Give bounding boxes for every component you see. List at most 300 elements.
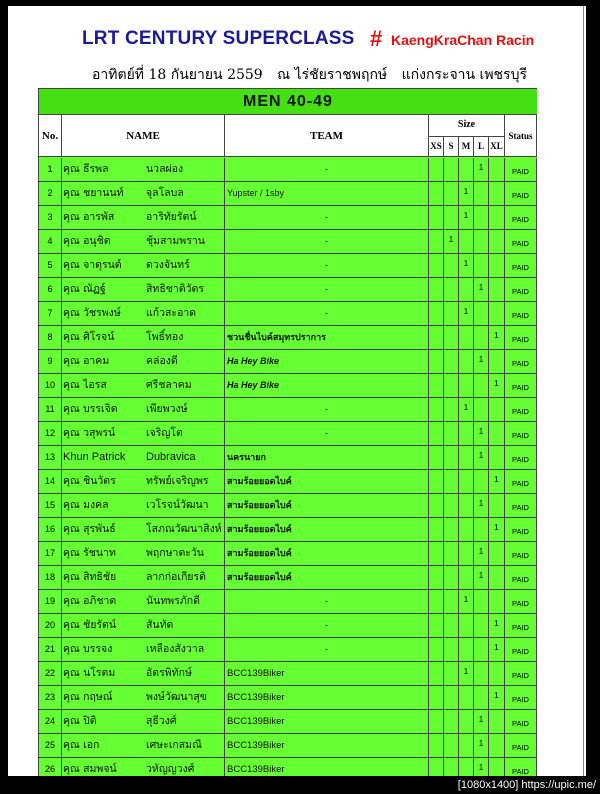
payment-status: PAID	[505, 374, 537, 397]
first-name: คุณ บรรเจิด	[63, 403, 118, 415]
size-cell-xs	[429, 590, 444, 613]
payment-status: PAID	[505, 158, 537, 181]
row-number: 22	[39, 662, 62, 685]
size-cell-s	[444, 542, 459, 565]
last-name: อัตรพิทักษ์	[146, 667, 192, 679]
size-cell-xl	[489, 494, 505, 517]
first-name: คุณ ศิโรจน์	[63, 331, 115, 343]
table-row	[39, 254, 537, 278]
event-venue: ณ ไร่ชัยราชพฤกษ์	[277, 67, 388, 83]
row-number: 20	[39, 614, 62, 637]
size-cell-xl: 1	[489, 374, 505, 397]
size-cell-xl	[489, 734, 505, 757]
payment-status: PAID	[505, 254, 537, 277]
participant-name	[62, 614, 225, 637]
size-cell-s	[444, 614, 459, 637]
payment-status: PAID	[505, 758, 537, 776]
participant-name	[62, 566, 225, 589]
last-name: ลากก่อเกียรติ	[146, 571, 206, 583]
team-name: สามร้อยยอดไบค์	[225, 518, 429, 541]
size-cell-l: 1	[474, 350, 489, 373]
row-number: 19	[39, 590, 62, 613]
payment-status: PAID	[505, 302, 537, 325]
table-row	[39, 470, 537, 494]
size-cell-l	[474, 302, 489, 325]
event-location: แก่งกระจาน เพชรบุรี	[401, 67, 527, 83]
team-name: -	[225, 638, 429, 661]
team-name: -	[225, 302, 429, 325]
size-cell-l	[474, 614, 489, 637]
size-cell-xs	[429, 662, 444, 685]
payment-status: PAID	[505, 446, 537, 469]
last-name: สันทัด	[146, 619, 174, 631]
size-cell-xs	[429, 230, 444, 253]
size-cell-m	[459, 686, 474, 709]
first-name: คุณ กฤษณ์	[63, 691, 113, 703]
participant-name	[62, 542, 225, 565]
team-name: -	[225, 158, 429, 181]
page-border	[583, 6, 584, 776]
table-row	[39, 662, 537, 686]
table-row	[39, 638, 537, 662]
size-cell-l	[474, 518, 489, 541]
payment-status: PAID	[505, 614, 537, 637]
image-watermark: [1080x1400] https://upic.me/	[457, 779, 596, 791]
size-cell-xl	[489, 158, 505, 181]
row-number: 8	[39, 326, 62, 349]
size-cell-l	[474, 398, 489, 421]
participant-name	[62, 662, 225, 685]
size-cell-m	[459, 374, 474, 397]
size-cell-s	[444, 446, 459, 469]
last-name: เพียพวงษ์	[146, 403, 188, 415]
size-cell-xs	[429, 494, 444, 517]
size-cell-l: 1	[474, 278, 489, 301]
last-name: ชุ้มสามพราน	[146, 235, 205, 247]
col-header-name: NAME	[62, 115, 225, 157]
table-row	[39, 542, 537, 566]
size-cell-xl: 1	[489, 686, 505, 709]
size-cell-m	[459, 278, 474, 301]
participant-name	[62, 638, 225, 661]
size-cell-m	[459, 518, 474, 541]
size-cell-xl	[489, 302, 505, 325]
row-number: 17	[39, 542, 62, 565]
size-cell-xl: 1	[489, 470, 505, 493]
participant-name	[62, 758, 225, 776]
size-cell-l	[474, 230, 489, 253]
size-cell-m	[459, 758, 474, 776]
first-name: คุณ ไอรส	[63, 379, 107, 391]
table-row	[39, 182, 537, 206]
size-cell-m	[459, 638, 474, 661]
participant-name	[62, 254, 225, 277]
last-name: อาริทัยรัตน์	[146, 211, 197, 223]
participant-name	[62, 734, 225, 757]
size-cell-xs	[429, 446, 444, 469]
size-cell-l: 1	[474, 542, 489, 565]
size-cell-xl	[489, 446, 505, 469]
last-name: โสภณวัฒนาสิงห์	[146, 523, 222, 535]
last-name: คล่องดี	[146, 355, 178, 367]
size-cell-l	[474, 638, 489, 661]
team-name: สามร้อยยอดไบค์	[225, 542, 429, 565]
participant-name	[62, 326, 225, 349]
size-cell-s	[444, 158, 459, 181]
row-number: 4	[39, 230, 62, 253]
table-row	[39, 446, 537, 470]
team-name: BCC139Biker	[225, 662, 429, 685]
size-cell-l: 1	[474, 158, 489, 181]
size-cell-l	[474, 470, 489, 493]
table-row	[39, 518, 537, 542]
size-cell-m	[459, 494, 474, 517]
table-row	[39, 686, 537, 710]
table-row	[39, 278, 537, 302]
size-cell-m	[459, 614, 474, 637]
size-cell-xl	[489, 422, 505, 445]
payment-status: PAID	[505, 734, 537, 757]
team-name: Ha Hey Bike	[225, 350, 429, 373]
size-cell-m: 1	[459, 302, 474, 325]
payment-status: PAID	[505, 398, 537, 421]
col-header-size-xl: XL	[489, 137, 505, 157]
first-name: คุณ สิทธิชัย	[63, 571, 117, 583]
size-cell-m: 1	[459, 182, 474, 205]
header	[8, 28, 586, 58]
first-name: คุณ ชินวัตร	[63, 475, 116, 487]
hashtag-text: KaengKraChan Racin	[391, 32, 535, 48]
team-name: สามร้อยยอดไบค์	[225, 566, 429, 589]
first-name: คุณ ชัยรัตน์	[63, 619, 117, 631]
size-cell-m	[459, 446, 474, 469]
size-cell-s	[444, 326, 459, 349]
size-cell-l: 1	[474, 734, 489, 757]
size-cell-l	[474, 374, 489, 397]
table-row	[39, 590, 537, 614]
size-cell-s	[444, 662, 459, 685]
size-cell-s	[444, 182, 459, 205]
last-name: นันทพรภักดี	[146, 595, 200, 607]
first-name: คุณ อารพัส	[63, 211, 115, 223]
table-row	[39, 566, 537, 590]
size-cell-xl	[489, 398, 505, 421]
size-cell-xl	[489, 710, 505, 733]
participant-name	[62, 374, 225, 397]
size-cell-m	[459, 158, 474, 181]
size-cell-xs	[429, 566, 444, 589]
payment-status: PAID	[505, 422, 537, 445]
size-cell-xl: 1	[489, 614, 505, 637]
payment-status: PAID	[505, 590, 537, 613]
row-number: 1	[39, 158, 62, 181]
size-cell-s	[444, 734, 459, 757]
last-name: เจริญโต	[146, 427, 183, 439]
size-cell-s	[444, 758, 459, 776]
participant-name	[62, 398, 225, 421]
size-cell-m	[459, 422, 474, 445]
size-cell-xs	[429, 302, 444, 325]
size-cell-m: 1	[459, 662, 474, 685]
team-name: -	[225, 254, 429, 277]
participant-name	[62, 446, 225, 469]
table-row	[39, 158, 537, 182]
team-name: นครนายก	[225, 446, 429, 469]
table-row	[39, 230, 537, 254]
team-name: BCC139Biker	[225, 734, 429, 757]
size-cell-xs	[429, 278, 444, 301]
col-header-size-xs: XS	[429, 137, 444, 157]
size-cell-xs	[429, 518, 444, 541]
size-cell-xs	[429, 686, 444, 709]
size-cell-m	[459, 566, 474, 589]
first-name: Khun Patrick	[63, 451, 126, 463]
size-cell-m	[459, 230, 474, 253]
size-cell-s	[444, 278, 459, 301]
size-cell-s	[444, 470, 459, 493]
row-number: 24	[39, 710, 62, 733]
size-cell-xl	[489, 254, 505, 277]
table-row	[39, 758, 537, 776]
payment-status: PAID	[505, 182, 537, 205]
team-name: สามร้อยยอดไบค์	[225, 470, 429, 493]
size-cell-s	[444, 350, 459, 373]
size-cell-xs	[429, 254, 444, 277]
size-cell-s	[444, 254, 459, 277]
size-cell-s	[444, 494, 459, 517]
size-cell-l	[474, 206, 489, 229]
size-cell-m	[459, 326, 474, 349]
first-name: คุณ รัชนาท	[63, 547, 116, 559]
size-cell-l	[474, 182, 489, 205]
first-name: คุณ อาคม	[63, 355, 110, 367]
size-cell-xl: 1	[489, 518, 505, 541]
size-cell-xs	[429, 734, 444, 757]
size-cell-xl	[489, 278, 505, 301]
team-name: -	[225, 590, 429, 613]
row-number: 26	[39, 758, 62, 776]
first-name: คุณ วัชรพงษ์	[63, 307, 121, 319]
size-cell-s	[444, 302, 459, 325]
size-cell-m	[459, 542, 474, 565]
size-cell-xs	[429, 758, 444, 776]
size-cell-l	[474, 590, 489, 613]
first-name: คุณ สมพจน์	[63, 763, 117, 775]
row-number: 5	[39, 254, 62, 277]
size-cell-xl	[489, 662, 505, 685]
last-name: แก้วสะอาด	[146, 307, 197, 319]
size-cell-xl	[489, 230, 505, 253]
col-header-status: Status	[505, 115, 537, 157]
col-header-size-m: M	[459, 137, 474, 157]
participant-name	[62, 302, 225, 325]
row-number: 2	[39, 182, 62, 205]
team-name: -	[225, 206, 429, 229]
size-cell-xs	[429, 542, 444, 565]
size-cell-s	[444, 398, 459, 421]
last-name: ศรีชลาคม	[146, 379, 192, 391]
last-name: วหัญญวงศ์	[146, 763, 195, 775]
last-name: เศษะเกสมณี	[146, 739, 202, 751]
size-cell-xs	[429, 158, 444, 181]
payment-status: PAID	[505, 638, 537, 661]
registration-sheet	[8, 6, 586, 776]
size-cell-xl: 1	[489, 638, 505, 661]
table-row	[39, 422, 537, 446]
table-row	[39, 398, 537, 422]
event-date-line	[92, 64, 537, 86]
size-cell-s	[444, 710, 459, 733]
participant-name	[62, 710, 225, 733]
last-name: ดวงจันทร์	[146, 259, 190, 271]
payment-status: PAID	[505, 566, 537, 589]
row-number: 12	[39, 422, 62, 445]
first-name: คุณ สุรพันธ์	[63, 523, 116, 535]
size-cell-s	[444, 422, 459, 445]
size-cell-xl	[489, 350, 505, 373]
table-row	[39, 614, 537, 638]
payment-status: PAID	[505, 326, 537, 349]
last-name: Dubravica	[146, 451, 196, 463]
size-cell-xl	[489, 206, 505, 229]
table-row	[39, 494, 537, 518]
size-cell-s: 1	[444, 230, 459, 253]
last-name: โพธิ์ทอง	[146, 331, 184, 343]
participant-name	[62, 182, 225, 205]
size-cell-s	[444, 590, 459, 613]
last-name: สุธีวงศ์	[146, 715, 177, 727]
payment-status: PAID	[505, 494, 537, 517]
participant-name	[62, 494, 225, 517]
table-row	[39, 302, 537, 326]
participant-name	[62, 350, 225, 373]
payment-status: PAID	[505, 230, 537, 253]
size-cell-s	[444, 206, 459, 229]
first-name: คุณ วสุพรน์	[63, 427, 116, 439]
size-cell-l: 1	[474, 710, 489, 733]
table-row	[39, 710, 537, 734]
first-name: คุณ ณัฏฐ์	[63, 283, 106, 295]
size-cell-xl	[489, 542, 505, 565]
payment-status: PAID	[505, 206, 537, 229]
size-cell-xl	[489, 758, 505, 776]
first-name: คุณ บรรจง	[63, 643, 113, 655]
size-cell-l: 1	[474, 494, 489, 517]
size-cell-xs	[429, 374, 444, 397]
size-cell-m	[459, 710, 474, 733]
last-name: จุลโลบล	[146, 187, 184, 199]
row-number: 23	[39, 686, 62, 709]
team-name: BCC139Biker	[225, 710, 429, 733]
table-row	[39, 326, 537, 350]
payment-status: PAID	[505, 518, 537, 541]
row-number: 16	[39, 518, 62, 541]
size-cell-m	[459, 350, 474, 373]
last-name: สิทธิชาติวัตร	[146, 283, 204, 295]
team-name: -	[225, 230, 429, 253]
col-header-size-l: L	[474, 137, 489, 157]
size-cell-l: 1	[474, 566, 489, 589]
size-cell-xs	[429, 326, 444, 349]
size-cell-xl	[489, 566, 505, 589]
last-name: เหลืองสังวาล	[146, 643, 205, 655]
row-number: 11	[39, 398, 62, 421]
size-cell-l: 1	[474, 446, 489, 469]
participant-name	[62, 158, 225, 181]
row-number: 18	[39, 566, 62, 589]
first-name: คุณ อภิชาต	[63, 595, 117, 607]
col-header-no: No.	[39, 115, 62, 157]
participant-name	[62, 206, 225, 229]
last-name: พงษ์วัฒนาสุข	[146, 691, 208, 703]
payment-status: PAID	[505, 278, 537, 301]
table-row	[39, 374, 537, 398]
size-cell-m	[459, 734, 474, 757]
size-cell-s	[444, 686, 459, 709]
payment-status: PAID	[505, 542, 537, 565]
size-cell-xs	[429, 710, 444, 733]
payment-status: PAID	[505, 686, 537, 709]
last-name: ทรัพย์เจริญพร	[146, 475, 209, 487]
participant-name	[62, 470, 225, 493]
size-cell-xs	[429, 206, 444, 229]
last-name: เวโรจน์วัฒนา	[146, 499, 209, 511]
row-number: 15	[39, 494, 62, 517]
first-name: คุณ นโรตม	[63, 667, 116, 679]
category-heading: MEN 40-49	[39, 89, 537, 115]
team-name: -	[225, 614, 429, 637]
size-cell-l	[474, 662, 489, 685]
size-cell-m: 1	[459, 206, 474, 229]
size-cell-xs	[429, 638, 444, 661]
team-name: BCC139Biker	[225, 758, 429, 776]
participant-name	[62, 590, 225, 613]
col-header-size: Size	[429, 115, 505, 137]
first-name: คุณ ธีรพล	[63, 163, 109, 175]
team-name: BCC139Biker	[225, 686, 429, 709]
size-cell-xs	[429, 470, 444, 493]
row-number: 7	[39, 302, 62, 325]
payment-status: PAID	[505, 470, 537, 493]
team-name: Yupster / 1sby	[225, 182, 429, 205]
size-cell-xs	[429, 398, 444, 421]
size-cell-xl: 1	[489, 326, 505, 349]
col-header-team: TEAM	[225, 115, 429, 157]
size-cell-xs	[429, 614, 444, 637]
row-number: 3	[39, 206, 62, 229]
participant-name	[62, 230, 225, 253]
row-number: 14	[39, 470, 62, 493]
event-title: LRT CENTURY SUPERCLASS	[82, 28, 355, 49]
size-cell-s	[444, 638, 459, 661]
row-number: 25	[39, 734, 62, 757]
payment-status: PAID	[505, 350, 537, 373]
participant-name	[62, 686, 225, 709]
last-name: นวลผ่อง	[146, 163, 184, 175]
size-cell-l	[474, 254, 489, 277]
table-row	[39, 350, 537, 374]
first-name: คุณ อนุชิต	[63, 235, 111, 247]
row-number: 6	[39, 278, 62, 301]
size-cell-l: 1	[474, 422, 489, 445]
team-name: -	[225, 398, 429, 421]
table-row	[39, 206, 537, 230]
payment-status: PAID	[505, 710, 537, 733]
first-name: คุณ ชยานนท์	[63, 187, 124, 199]
team-name: -	[225, 278, 429, 301]
size-cell-l: 1	[474, 758, 489, 776]
first-name: คุณ มงคล	[63, 499, 109, 511]
